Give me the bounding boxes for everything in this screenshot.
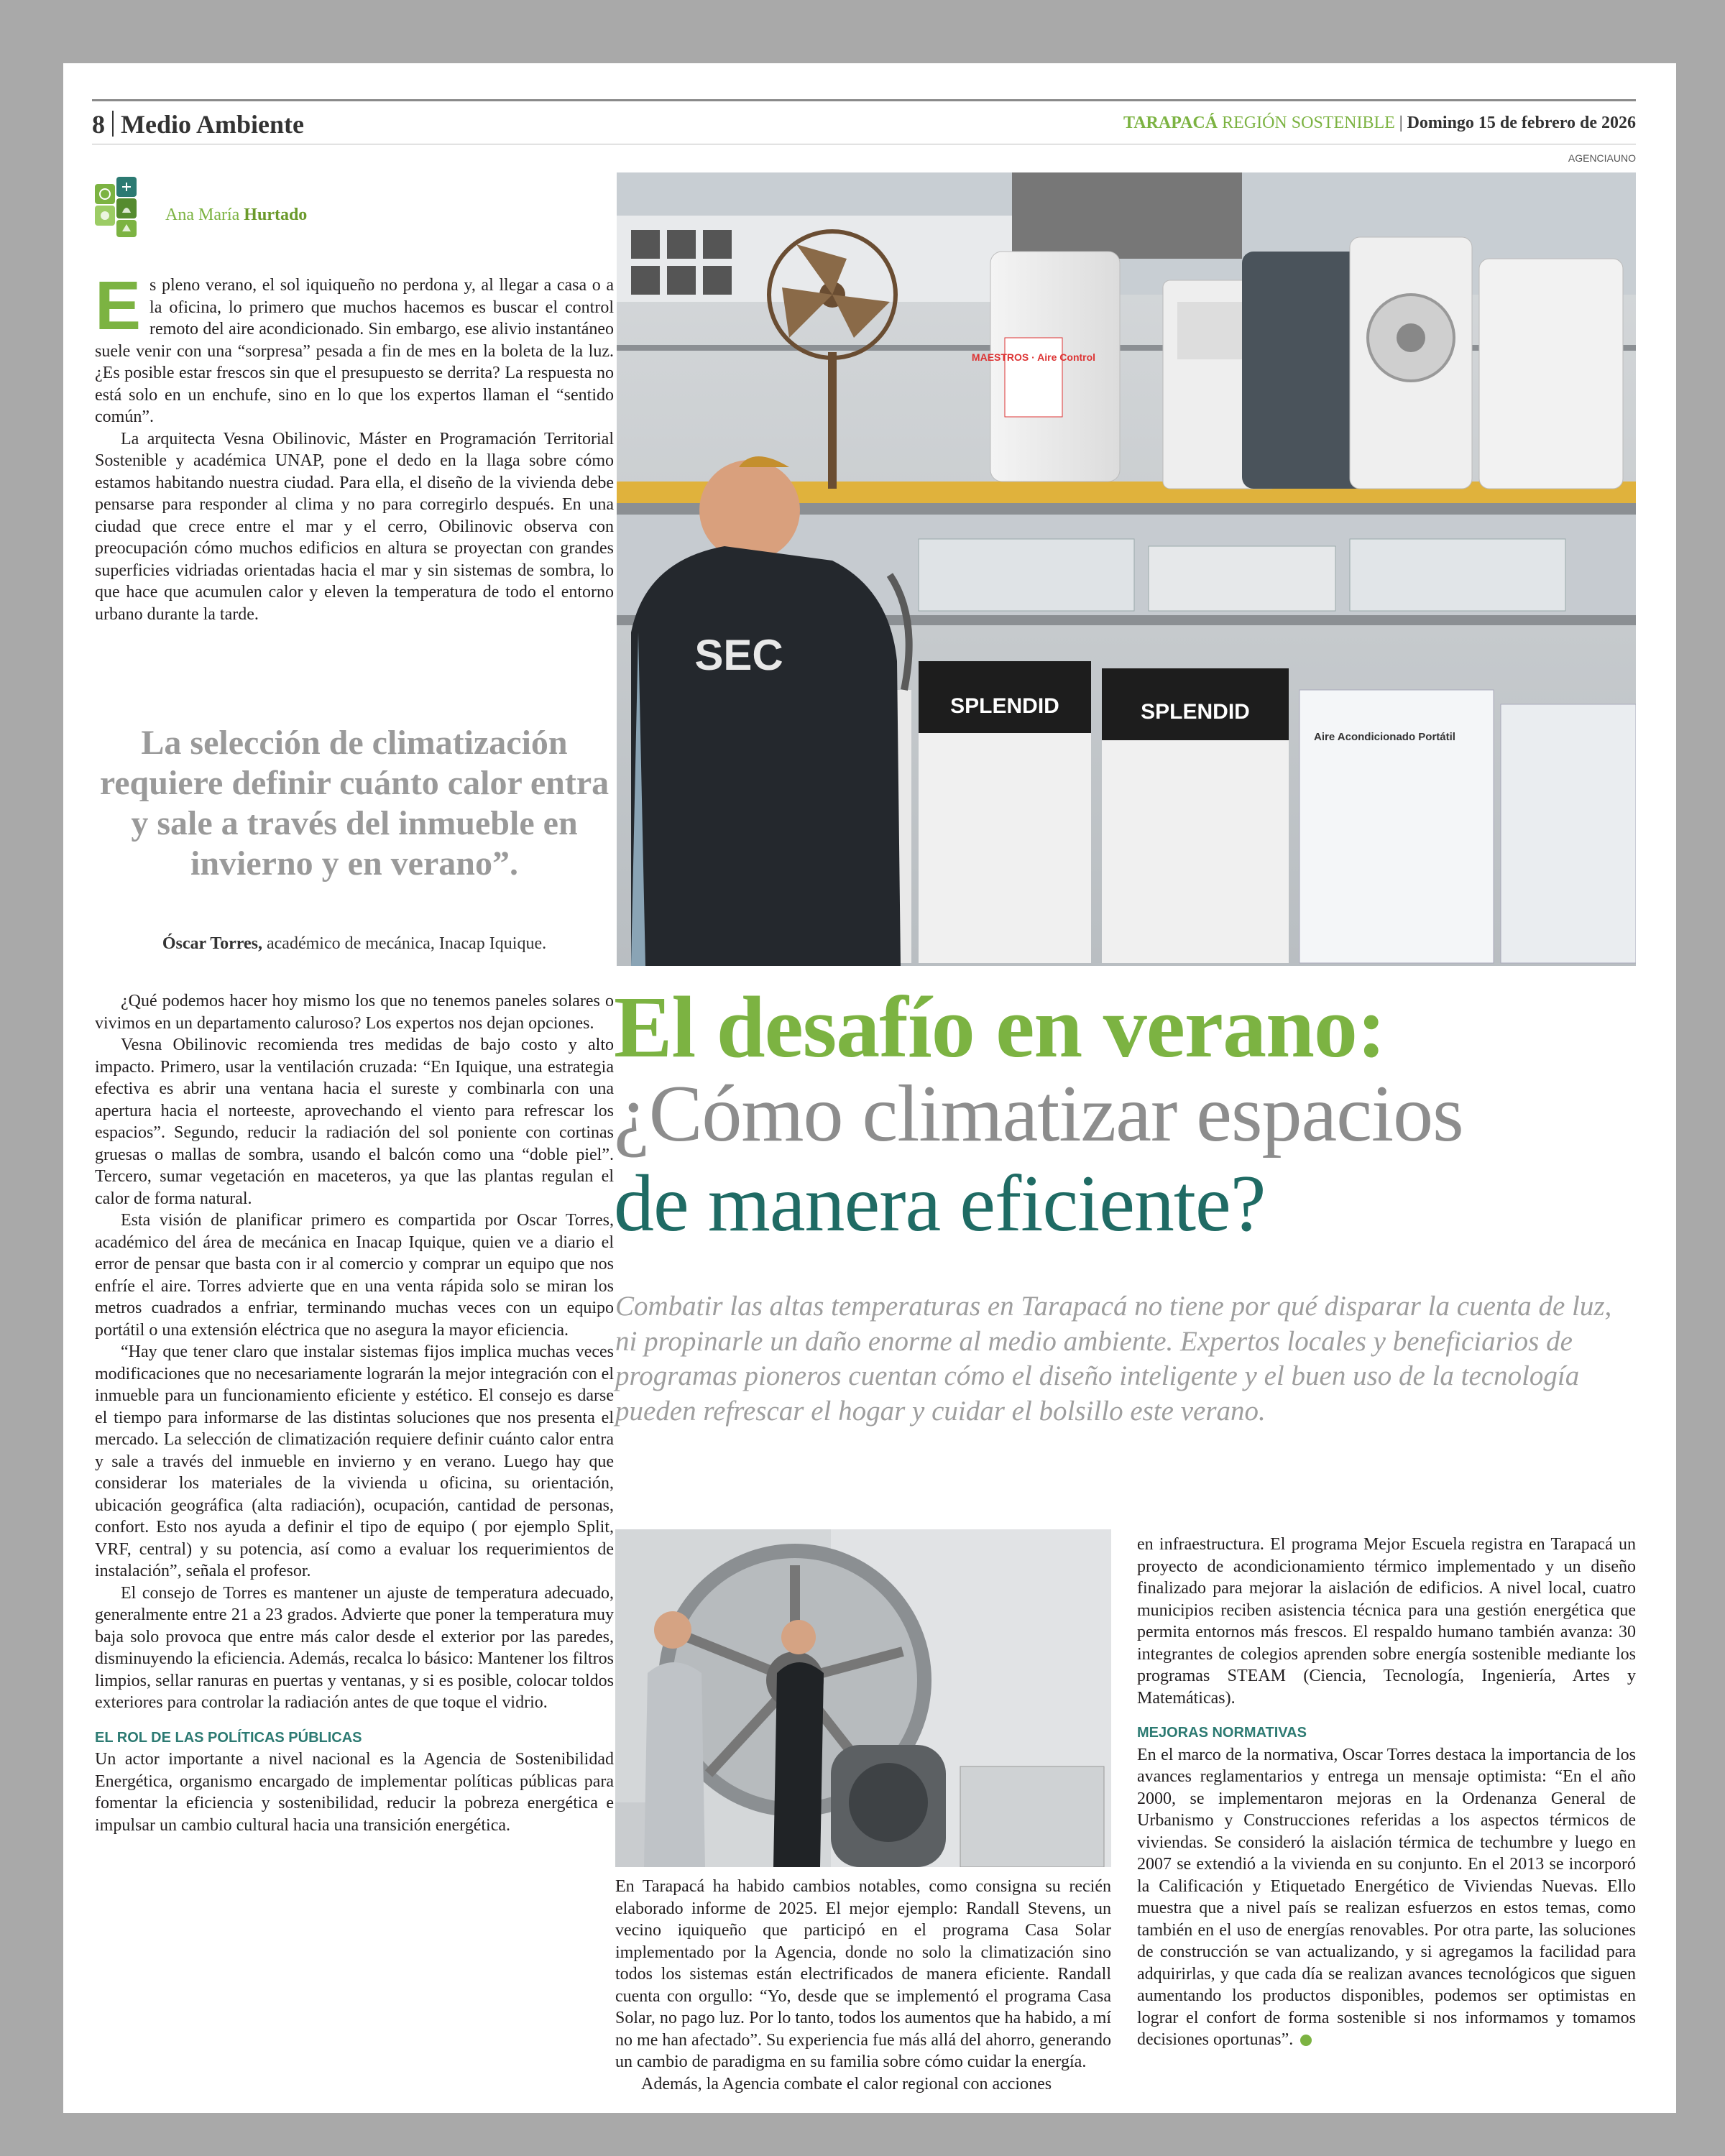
- headline-line-3: de manera eficiente?: [614, 1159, 1266, 1248]
- body-paragraph: El consejo de Torres es mantener un ajuste de temperatura adecuado, generalmente entre 21 a 23 grados. Advierte que poner la temperatura muy baja solo provoca que entre más calor desde el exterior por las paredes, disminuyendo la eficiencia. Además, recalca lo básico: Mantener los filtros limpios, sellar ranuras en puertas y ventanas, y si es posible, colocar toldos exteriores para controlar la radiación antes de que toque el vidrio.: [95, 1583, 614, 1712]
- header-divider: [112, 111, 114, 137]
- headline-line-1: El desafío en verano:: [614, 979, 1386, 1076]
- body-paragraph-final: [1137, 1744, 1636, 2051]
- publication-brand: TARAPACÁ: [1123, 114, 1218, 132]
- author-byline: [165, 206, 307, 225]
- issue-date: Domingo 15 de febrero de 2026: [1407, 114, 1636, 132]
- article-lede: Combatir las altas temperaturas en Tarapacá no tiene por qué disparar la cuenta de luz, ni propinarle un daño enorme al medio ambiente. Expertos locales y beneficiarios de programas pioneros cuentan cómo el diseño inteligente y el buen uso de la tecnología pueden refrescar el hogar y cuidar el bolsillo este verano.: [615, 1291, 1612, 1427]
- subheading-public-policy: EL ROL DE LAS POLÍTICAS PÚBLICAS: [95, 1729, 362, 1746]
- box-brand-label: SPLENDID: [1141, 700, 1250, 724]
- body-paragraph: “Hay que tener claro que instalar sistemas fijos implica muchas veces modificaciones que no necesariamente lograrán la mejor integración con el inmueble para un funcionamiento eficiente y estético. El consejo es darse el tiempo para informarse de las distintas soluciones que nos presenta el mercado. La selección de climatización requiere definir cuánto calor entra y sale a través del inmueble en invierno y en verano. Luego hay que considerar los materiales de la vivienda u oficina, su orientación, ubicación geográfica (alta radiación), ocupación, cantidad de personas, confort. Esto nos ayuda a definir el tipo de equipo ( por ejemplo Split, VRF, central) y su potencia, así como a evaluar los requerimientos de instalación”, señala el profesor.: [95, 1342, 614, 1580]
- store-scene-illustration: [617, 172, 1636, 966]
- end-of-article-icon: [1300, 2035, 1312, 2046]
- vest-logo-text: SEC: [694, 631, 783, 679]
- body-paragraph: Esta visión de planificar primero es compartida por Oscar Torres, académico del área de mecánica en Inacap Iquique, quien ve a diario el error de pensar que basta con ir al comercio y comprar un equipo que nos enfríe el aire. Torres advierte que en una venta rápida solo se miran los metros cuadrados a enfriar, terminando muchas veces con un equipo portátil o una extensión eléctrica que no asegura la mayor eficiencia.: [95, 1211, 614, 1340]
- sustainability-tiles-icon: [95, 177, 155, 237]
- publication-region: REGIÓN SOSTENIBLE: [1222, 114, 1395, 132]
- intro-paragraph-1: [95, 267, 614, 428]
- intro-paragraph-2: La arquitecta Vesna Obilinovic, Máster en Programación Territorial Sostenible y académica UNAP, pone el dedo en la llaga sobre cómo estamos habitando nuestra ciudad. Para ella, el diseño de la vivienda debe pensarse para responder al clima y no para corregirlo después. En una ciudad que crece entre el mar y el cerro, Obilinovic observa con preocupación cómo muchos edificios en altura se proyectan con grandes superficies vidriadas orientadas hacia el mar y sin sistemas de sombra, lo que hace que acumulen calor y eleven la temperatura de todo el entorno urbano durante la tarde.: [95, 429, 614, 624]
- left-column-body: [95, 990, 614, 1836]
- top-rule: [92, 99, 1636, 101]
- headline-line-2: ¿Cómo climatizar espacios: [614, 1069, 1463, 1158]
- photo-credit: AGENCIAUNO: [1568, 152, 1636, 164]
- intro-paragraph-1-text: s pleno verano, el sol iquiqueño no perdona y, al llegar a casa o a la oficina, lo primero que muchos hacemos es buscar el control remoto del aire acondicionado. Sin embargo, ese alivio instantáneo suele venir con una “sorpresa” pesada a fin de mes en la boleta de la luz. ¿Es posible estar frescos sin que el presupuesto se derrita? La respuesta no está solo en un enchufe, sino en lo que los expertos llaman el “sentido común”.: [95, 276, 614, 426]
- intro-column: [95, 267, 614, 625]
- body-paragraph: Además, la Agencia combate el calor regional con acciones: [641, 2074, 1052, 2093]
- body-paragraph: en infraestructura. El programa Mejor Escuela registra en Tarapacá un proyecto de acondicionamiento térmico implementado y un diseño finalizado para mejorar la aislación de edificios. A nivel local, cuatro municipios reciben asistencia técnica para una gestión energética que permita entornos más frescos. El respaldo humano también avanza: 30 integrantes de colegios aprenden sobre energía sostenible mediante los programas STEAM (Ciencia, Tecnología, Ingeniería, Artes y Matemáticas).: [1137, 1535, 1636, 1708]
- page-header-right: TARAPACÁ REGIÓN SOSTENIBLE | Domingo 15 de febrero de 2026: [1123, 114, 1636, 132]
- page-header-left: [92, 109, 304, 139]
- page-number: 8: [92, 110, 105, 139]
- body-paragraph: Un actor importante a nivel nacional es la Agencia de Sostenibilidad Energética, organismo encargado de implementar políticas públicas para fomentar la eficiencia y sostenibilidad, reducir la pobreza energética e impulsar un cambio cultural hacia una transición energética.: [95, 1750, 614, 1835]
- pull-quote: La selección de climatización requiere definir cuánto calor entra y sale a través del inmueble en invierno y en verano”.: [99, 724, 610, 883]
- pull-quote-role: académico de mecánica, Inacap Iquique.: [267, 934, 547, 953]
- pull-quote-name: Óscar Torres,: [162, 934, 262, 953]
- section-name: Medio Ambiente: [121, 110, 304, 139]
- newspaper-page: [63, 63, 1676, 2113]
- middle-column: [615, 1876, 1111, 2095]
- main-photo: [617, 172, 1636, 966]
- pull-quote-attribution: [95, 934, 614, 954]
- subheading-regulations: MEJORAS NORMATIVAS: [1137, 1725, 1307, 1741]
- body-paragraph: ¿Qué podemos hacer hoy mismo los que no tenemos paneles solares o vivimos en un departamento caluroso? Los expertos nos dejan opciones.: [95, 992, 614, 1033]
- right-column: [1137, 1534, 1636, 2051]
- secondary-photo: [615, 1529, 1111, 1867]
- body-paragraph: En Tarapacá ha habido cambios notables, como consigna su recién elaborado informe de 2025. El mejor ejemplo: Randall Stevens, un vecino iquiqueño que participó en el programa Casa Solar implementado por la Agencia, donde no solo la climatización sino todos los sistemas están electrificados de manera eficiente. Randall cuenta con orgullo: “Yo, desde que se implementó el programa Casa Solar, no pago luz. Por lo tanto, todos los aumentos que ha habido, a mí no me han afectado”. Su experiencia fue más allá del ahorro, generando un cambio de paradigma en su familia sobre cómo cuidar la energía.: [615, 1877, 1111, 2071]
- box-product-text: Aire Acondicionado Portátil: [1314, 731, 1455, 743]
- body-paragraph: Vesna Obilinovic recomienda tres medidas de bajo costo y alto impacto. Primero, usar la ventilación cruzada: “En Iquique, una estrategia efectiva es abrir una ventana hacia el sureste y combinarla con una apertura hacia el norteeste, aprovechando el viento para refrescar los espacios”. Segundo, reducir la radiación del sol poniente con cortinas gruesas o mallas de sombra, usando el balcón como una “doble piel”. Tercero, sumar vegetación en maceteros, ya que las plantas regulan el calor de forma natural.: [95, 1036, 614, 1208]
- author-last-name: Hurtado: [244, 206, 308, 224]
- store-sign-text: MAESTROS · Aire Control: [971, 351, 1096, 363]
- drop-cap: E: [95, 267, 142, 344]
- ventilation-fair-illustration: [615, 1529, 1111, 1867]
- author-first-name: Ana María: [165, 206, 240, 224]
- box-brand-label: SPLENDID: [950, 694, 1059, 718]
- final-paragraph-text: En el marco de la normativa, Oscar Torres destaca la importancia de los avances reglamentarios y entrega un mensaje optimista: “En el año 2000, se implementaron mejoras en la Ordenanza General de Urbanismo y Construcciones referidas a los aspectos térmicos de viviendas. Se consideró la aislación térmica de techumbre y luego en 2007 se extendió a la vivienda en su conjunto. En el 2013 se incorporó la Calificación y Etiquetado Energético de Viviendas Nuevas. Ello muestra que a nivel país se realizan esfuerzos en estos temas, como también en el uso de energías renovables. Por otra parte, las soluciones de construcción se van actualizando, y si agregamos la facilidad para adquirirlas, y que cada día se realizan avances tecnológicos que siguen aumentando los productos disponibles, podemos ser optimistas en lograr el confort de forma sostenible si nos informamos y tomamos decisiones oportunas”.: [1137, 1745, 1636, 2049]
